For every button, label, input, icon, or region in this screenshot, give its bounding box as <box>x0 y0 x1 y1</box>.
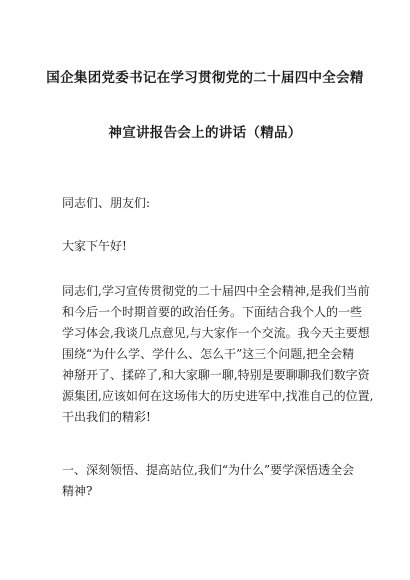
salutation: 大家下午好! <box>62 239 127 253</box>
section-heading-line: 精神? <box>62 484 93 498</box>
body-paragraph <box>62 281 374 428</box>
body-line: 源集团,应该如何在这场伟大的历史进军中,找准自己的位置, <box>62 389 374 403</box>
body-line: 围绕“为什么学、学什么、怎么干”这三个问题,把全会精 <box>62 347 355 361</box>
document-title-line-2: 神宣讲报告会上的讲话（精品） <box>108 125 302 141</box>
body-line: 学习体会,我谈几点意见,与大家作一个交流。我今天主要想 <box>62 326 370 340</box>
section-heading <box>62 460 355 502</box>
greeting: 同志们、朋友们: <box>62 196 151 210</box>
body-line: 干出我们的精彩! <box>62 410 151 424</box>
body-line: 同志们,学习宣传贯彻党的二十届四中全会精神,是我们当前 <box>62 284 370 298</box>
section-heading-line: 一、深刻领悟、提高站位,我们“为什么”要学深悟透全会 <box>62 463 355 477</box>
document-title-line-1: 国企集团党委书记在学习贯彻党的二十届四中全会精 <box>46 70 364 86</box>
body-line: 和今后一个时期首要的政治任务。下面结合我个人的一些 <box>62 305 363 319</box>
body-line: 神掰开了、揉碎了,和大家聊一聊,特别是要聊聊我们数字资 <box>62 368 370 382</box>
